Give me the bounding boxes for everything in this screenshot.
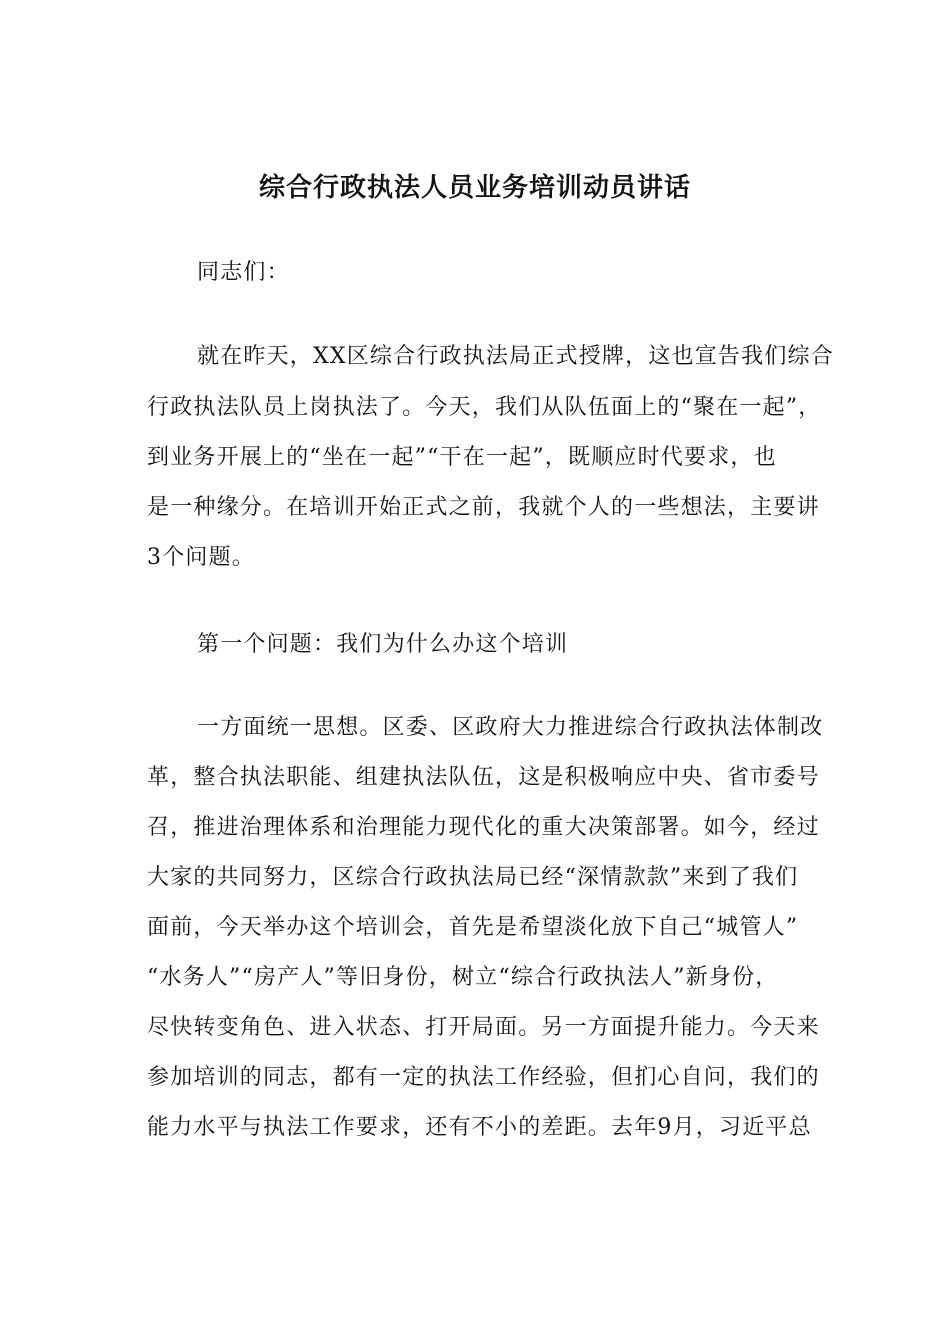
- paragraph-line: “水务人”“房产人”等旧身份，树立“综合行政执法人”新身份，: [147, 965, 779, 990]
- paragraph-line: 参加培训的同志，都有一定的执法工作经验，但扪心自问，我们的: [147, 1065, 820, 1090]
- paragraph-line: 是一种缘分。在培训开始正式之前，我就个人的一些想法，主要讲: [147, 495, 820, 520]
- paragraph-line: 革，整合执法职能、组建执法队伍，这是积极响应中央、省市委号: [147, 765, 820, 790]
- paragraph-line: 到业务开展上的“坐在一起”“干在一起”，既顺应时代要求，也: [147, 445, 777, 470]
- paragraph-line: 一方面统一思想。区委、区政府大力推进综合行政执法体制改: [197, 715, 824, 740]
- paragraph-line: 行政执法队员上岗执法了。今天，我们从队伍面上的“聚在一起”，: [147, 395, 822, 420]
- document-title: 综合行政执法人员业务培训动员讲话: [258, 173, 691, 203]
- paragraph-line: 召，推进治理体系和治理能力现代化的重大决策部署。如今，经过: [147, 815, 820, 840]
- section-heading: 第一个问题：我们为什么办这个培训: [197, 632, 569, 657]
- paragraph-line: 就在昨天，XX区综合行政执法局正式授牌，这也宣告我们综合: [197, 344, 834, 369]
- paragraph-line: 面前，今天举办这个培训会，首先是希望淡化放下自己“城管人”: [147, 915, 799, 940]
- paragraph-line: 3个问题。: [147, 545, 255, 570]
- paragraph-line: 尽快转变角色、进入状态、打开局面。另一方面提升能力。今天来: [147, 1015, 820, 1040]
- greeting: 同志们：: [197, 260, 290, 285]
- paragraph-line: 能力水平与执法工作要求，还有不小的差距。去年9月，习近平总: [147, 1115, 812, 1140]
- paragraph-line: 大家的共同努力，区综合行政执法局已经“深情款款”来到了我们: [147, 865, 799, 890]
